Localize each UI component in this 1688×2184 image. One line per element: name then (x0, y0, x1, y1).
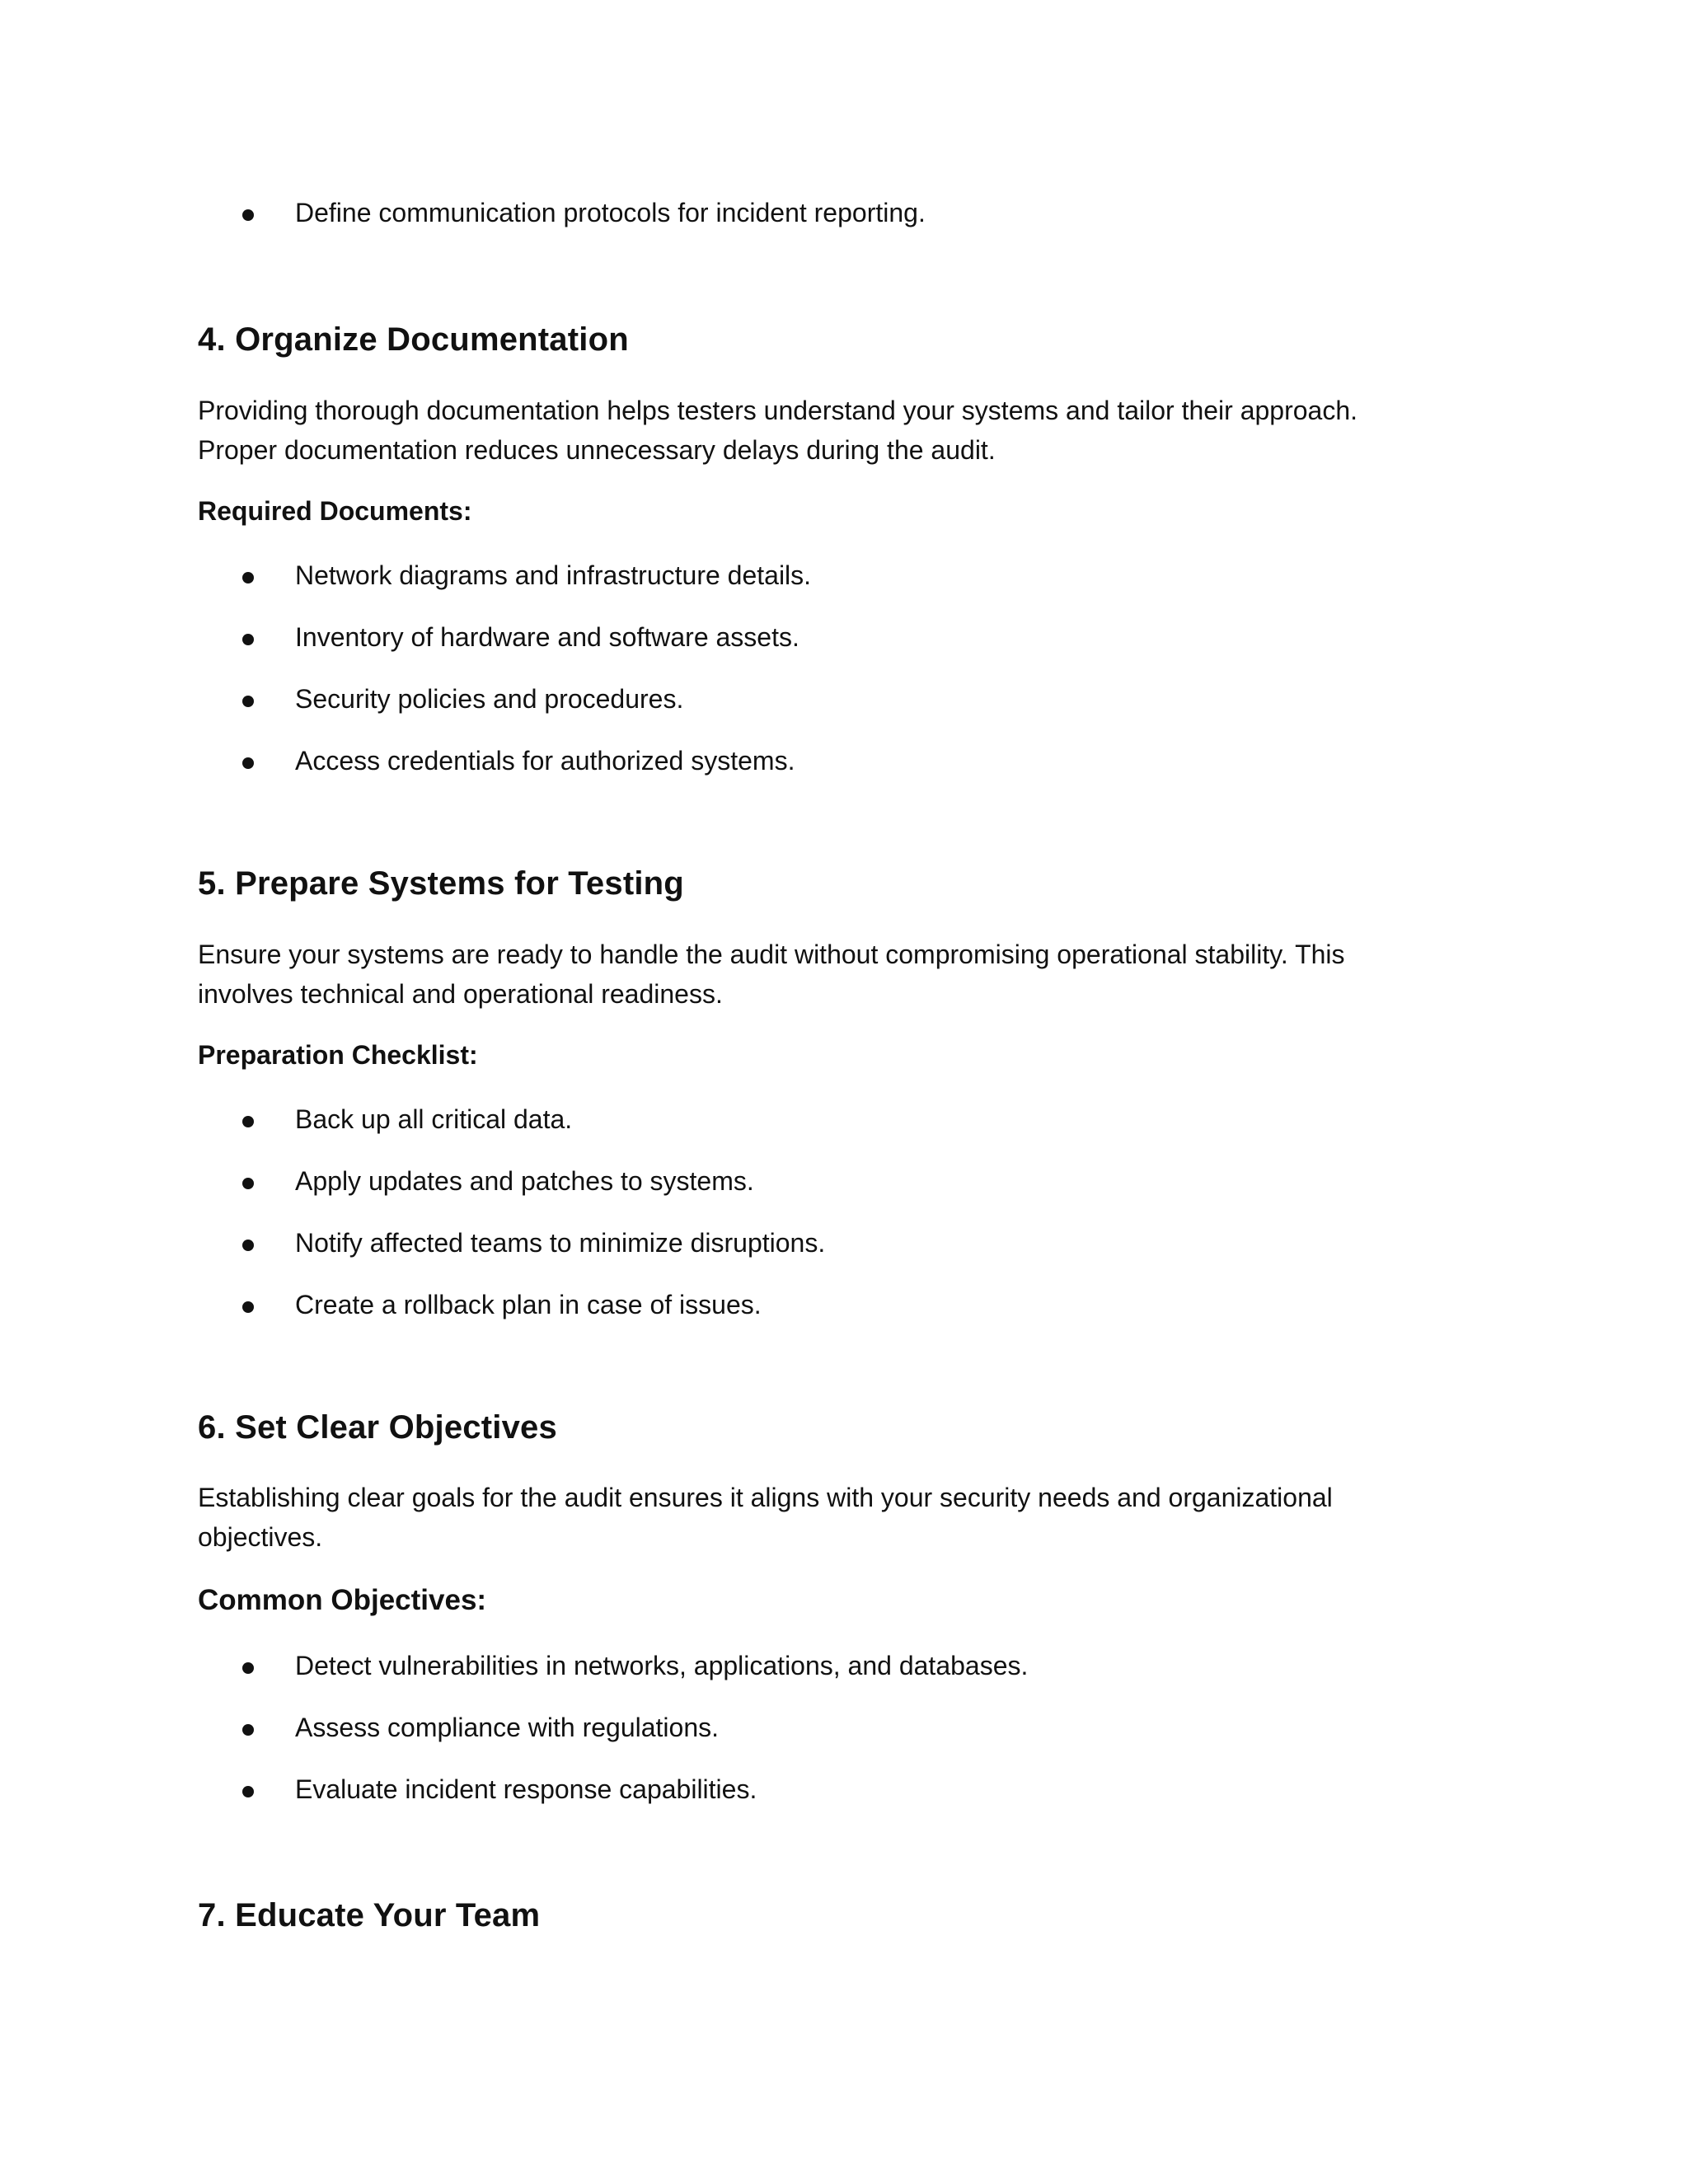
list-item-text: Network diagrams and infrastructure details. (295, 560, 812, 590)
list-item (0, 198, 1688, 239)
list-item-text: Apply updates and patches to systems. (295, 1166, 754, 1196)
bullet-icon (242, 209, 254, 221)
bullet-icon (242, 1116, 254, 1127)
list-item (0, 1166, 1688, 1207)
list-item-text: Evaluate incident response capabilities. (295, 1774, 757, 1804)
list-item-text: Detect vulnerabilities in networks, applications, and databases. (295, 1651, 1029, 1680)
list-item (0, 622, 1688, 663)
section-subheading: Required Documents: (198, 496, 472, 526)
section-paragraph-line: Establishing clear goals for the audit ensures it aligns with your security needs and organizational (198, 1483, 1333, 1512)
list-item-text: Back up all critical data. (295, 1104, 573, 1134)
section-heading: 6. Set Clear Objectives (198, 1409, 557, 1446)
list-item (0, 746, 1688, 787)
list-item-text: Notify affected teams to minimize disruptions. (295, 1228, 826, 1258)
section-heading: 4. Organize Documentation (198, 321, 629, 358)
list-item (0, 684, 1688, 725)
list-item-text: Define communication protocols for incident reporting. (295, 198, 926, 227)
list-item (0, 1228, 1688, 1269)
bullet-icon (242, 696, 254, 707)
section-paragraph-line: objectives. (198, 1522, 323, 1552)
section-heading: 5. Prepare Systems for Testing (198, 865, 684, 902)
list-item (0, 1651, 1688, 1692)
bullet-icon (242, 1786, 254, 1797)
section-subheading: Common Objectives: (198, 1584, 487, 1616)
list-item-text: Access credentials for authorized systems. (295, 746, 795, 776)
list-item-text: Create a rollback plan in case of issues. (295, 1290, 762, 1319)
section-paragraph-line: Proper documentation reduces unnecessary delays during the audit. (198, 435, 996, 465)
bullet-icon (242, 1178, 254, 1189)
bullet-icon (242, 1662, 254, 1674)
bullet-icon (242, 1724, 254, 1736)
list-item-text: Inventory of hardware and software assets. (295, 622, 799, 652)
bullet-icon (242, 1240, 254, 1251)
list-item (0, 1104, 1688, 1146)
bullet-icon (242, 1301, 254, 1313)
list-item (0, 1774, 1688, 1816)
bullet-icon (242, 757, 254, 769)
section-paragraph-line: Providing thorough documentation helps testers understand your systems and tailor their approach. (198, 396, 1358, 425)
bullet-icon (242, 634, 254, 645)
list-item-text: Assess compliance with regulations. (295, 1713, 720, 1742)
section-paragraph-line: Ensure your systems are ready to handle the audit without compromising operational stability. This (198, 940, 1345, 969)
section-paragraph-line: involves technical and operational readiness. (198, 979, 723, 1009)
list-item-text: Security policies and procedures. (295, 684, 684, 714)
list-item (0, 560, 1688, 602)
section-heading: 7. Educate Your Team (198, 1897, 541, 1933)
bullet-icon (242, 572, 254, 583)
list-item (0, 1290, 1688, 1331)
list-item (0, 1713, 1688, 1754)
section-subheading: Preparation Checklist: (198, 1040, 478, 1070)
